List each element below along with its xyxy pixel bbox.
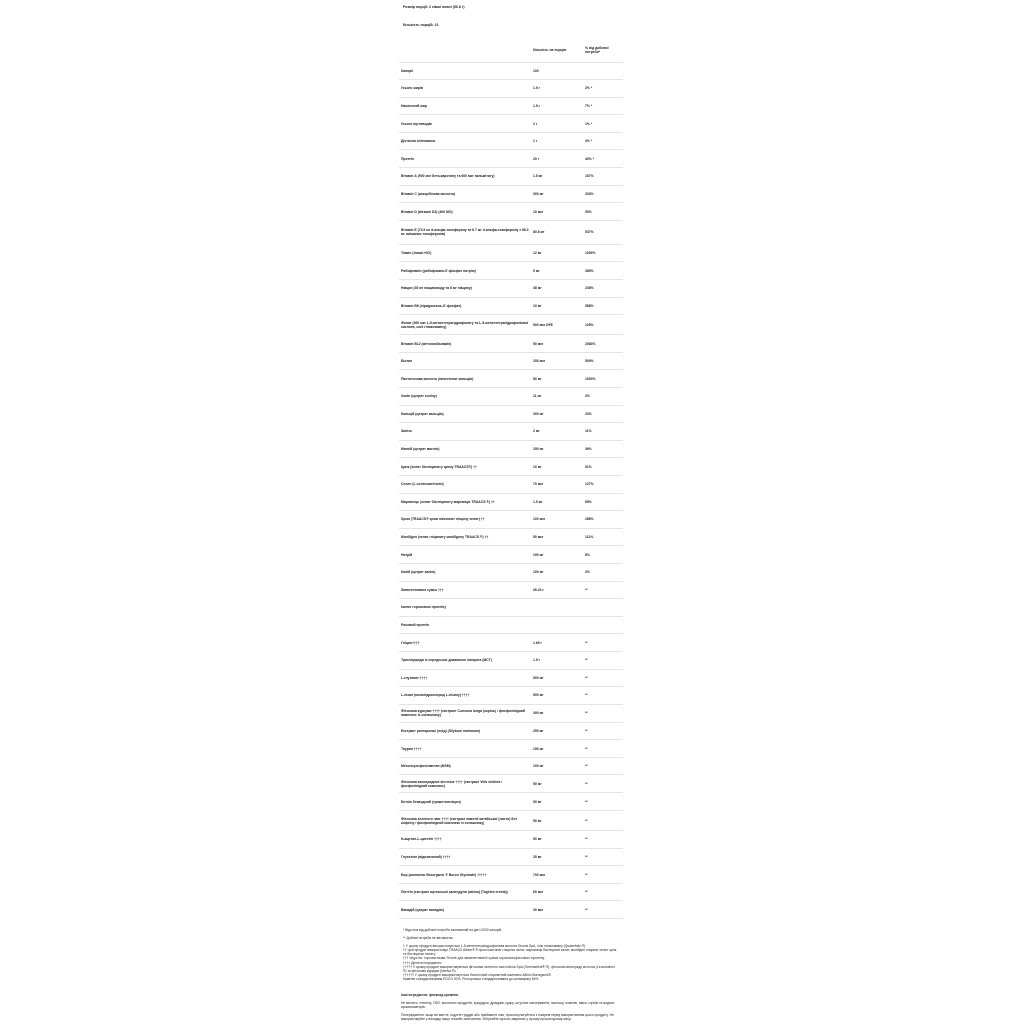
table-row: [399, 97, 623, 115]
row-name: Запатентована суміш †††: [399, 581, 531, 599]
footnote: ††††† У цьому продукті використовуються фітосоми зеленого чаю Indena SpA (Greenselect® ®), фітосоми винограду кісточок (Leucoselect ®) та фітосоми куркуми (Meriva ®).: [403, 964, 615, 973]
table-row: [399, 687, 623, 705]
table-row: [399, 423, 623, 441]
supplement-facts-table: [399, 38, 623, 919]
table-row: [399, 150, 623, 168]
footnote: †††† Дієтичні інгредієнти.: [403, 960, 443, 965]
row-amount: 70 мкг: [531, 475, 583, 493]
table-row: [399, 599, 623, 617]
header-name: [399, 38, 531, 62]
row-name: Бетаїн безводний (триметилгліцин): [399, 793, 531, 811]
table-row: [399, 475, 623, 493]
row-name: Гліцин††††: [399, 634, 531, 652]
row-amount: 500 мг: [531, 687, 583, 705]
row-dv: 500%: [583, 352, 623, 370]
table-row: [399, 511, 623, 529]
row-name: Лютеїн (екстракт ацтекської календули (квітка) (Tagetes erecta)): [399, 883, 531, 901]
row-amount: 10 мг: [531, 297, 583, 315]
table-row: [399, 616, 623, 634]
servings-per-container: Кількість порцій: 21: [403, 23, 439, 27]
table-row: [399, 168, 623, 186]
row-amount: 80.6 мг: [531, 220, 583, 244]
table-row: [399, 811, 623, 831]
table-row: [399, 132, 623, 150]
row-amount: 60 мкг: [531, 883, 583, 901]
row-amount: 50 мг: [531, 775, 583, 793]
row-amount: 150 мг: [531, 740, 583, 758]
row-amount: 400 мг: [531, 704, 583, 722]
table-row: [399, 740, 623, 758]
row-dv: **: [583, 901, 623, 919]
row-dv: 238%: [583, 280, 623, 298]
table-row: [399, 244, 623, 262]
row-name: Ніацин (30 мг ніацинаміду та 8 мг ніацину): [399, 280, 531, 298]
table-row: [399, 866, 623, 884]
table-row: [399, 185, 623, 203]
row-name: Холін (цитрат холіну): [399, 388, 531, 406]
table-row: [399, 848, 623, 866]
row-amount: 100: [531, 62, 583, 80]
row-dv: 3% *: [583, 132, 623, 150]
table-row: [399, 388, 623, 406]
row-amount: 1.5 г: [531, 80, 583, 98]
row-amount: 10 мкг: [531, 203, 583, 221]
table-row: [399, 315, 623, 335]
row-amount: 26.24 г: [531, 581, 583, 599]
row-name: Фітосома куркуми †††† (екстракт Curcuma longa (корінь) / фосфоліпідний комплекс із соняшнику): [399, 704, 531, 722]
ingredients-paragraph: Не містить: глютену, ГМО, молочних продуктів, кукурудзи, дріжджів, цукру, штучних консервантів, пшениці, ячменю, вівса, горіхів та жодних ароматизаторів.: [401, 1001, 615, 1010]
row-amount: 50 мкг: [531, 335, 583, 353]
row-name: Марганець (хелат бісгліцинату марганцю TRAACS ®) ††: [399, 493, 531, 511]
table-row: [399, 352, 623, 370]
row-dv: **: [583, 581, 623, 599]
row-dv: **: [583, 883, 623, 901]
row-dv: 2% *: [583, 80, 623, 98]
table-row: [399, 203, 623, 221]
table-row: [399, 370, 623, 388]
row-dv: **: [583, 811, 623, 831]
row-dv: 1% *: [583, 115, 623, 133]
row-name: Біотин: [399, 352, 531, 370]
row-dv: 588%: [583, 297, 623, 315]
row-amount: 100 мг: [531, 563, 583, 581]
row-dv: **: [583, 722, 623, 740]
row-dv: 11%: [583, 423, 623, 441]
row-name: Селен (L-селенометіонін): [399, 475, 531, 493]
row-amount: 100 мг: [531, 757, 583, 775]
row-dv: **: [583, 740, 623, 758]
row-dv: 167%: [583, 168, 623, 186]
ingredients-paragraph: Попередження: якщо ви вагітні, годуєте груддю або приймаєте ліки, проконсультуйтеся з лікарем перед використанням цього продукту. Не використовуйте у випадку, якщо пломба запечатана. Зберігайте щільно закритим у сухому прохолодному місці.: [401, 1013, 614, 1022]
row-name: Таурин ††††: [399, 740, 531, 758]
table-row: [399, 546, 623, 564]
row-amount: 5 мг: [531, 262, 583, 280]
row-dv: 286%: [583, 511, 623, 529]
row-dv: 91%: [583, 458, 623, 476]
row-amount: 500 мг: [531, 669, 583, 687]
table-row: [399, 722, 623, 740]
row-amount: 300 мг: [531, 405, 583, 423]
table-row: [399, 563, 623, 581]
table-row: [399, 493, 623, 511]
row-dv: 125%: [583, 315, 623, 335]
row-name: Калій (цитрат калію): [399, 563, 531, 581]
row-name: Вітамін А (900 мкг бета-каротину та 600 мкг пальмітату): [399, 168, 531, 186]
row-name: Вітамін С (аскорбінова кислота): [399, 185, 531, 203]
row-amount: 30 мкг: [531, 901, 583, 919]
row-amount: 150 мкг: [531, 352, 583, 370]
row-name: Вітамін D (вітамін D3) (400 МО): [399, 203, 531, 221]
row-dv: 23%: [583, 405, 623, 423]
table-row: [399, 262, 623, 280]
table-row: [399, 280, 623, 298]
row-amount: [531, 616, 583, 634]
table-row: [399, 335, 623, 353]
row-name: Дієтична клітковина: [399, 132, 531, 150]
row-name: Кальцій (цитрат кальцію): [399, 405, 531, 423]
row-amount: 25 мг: [531, 848, 583, 866]
row-amount: 20 г: [531, 150, 583, 168]
row-dv: [583, 616, 623, 634]
table-row: [399, 62, 623, 80]
row-dv: **: [583, 687, 623, 705]
row-amount: 50 мг: [531, 811, 583, 831]
row-amount: 1.65 г: [531, 634, 583, 652]
table-row: [399, 757, 623, 775]
row-name: Цинк (хелат бісгліцинату цинку TRAACS®) ††: [399, 458, 531, 476]
row-amount: 1.5 г: [531, 97, 583, 115]
row-name: Натрій: [399, 546, 531, 564]
table-row: [399, 651, 623, 669]
row-dv: 127%: [583, 475, 623, 493]
footnotes: [403, 928, 619, 981]
row-name: Хром (TRAACS® хром нікотинат гліцину хелат) ††: [399, 511, 531, 529]
table-row: [399, 831, 623, 849]
row-amount: 50 мг: [531, 370, 583, 388]
footnote: ††† Vega.Inc. торгова назва Thorne для запатентованої суміші горохового/рисового протеїну.: [403, 956, 545, 961]
row-dv: **: [583, 866, 623, 884]
row-dv: **: [583, 651, 623, 669]
row-name: Фітосома зеленого чаю †††† (екстракт камелії китайської (листя) без кофеїну / фосфоліпідний комплекс із соняшнику): [399, 811, 531, 831]
table-row: [399, 220, 623, 244]
row-amount: 12 мг: [531, 244, 583, 262]
row-name: Тригліцериди із середньою довжиною ланцюга (МСТ): [399, 651, 531, 669]
table-row: [399, 440, 623, 458]
row-dv: 40% *: [583, 150, 623, 168]
table-row: [399, 405, 623, 423]
row-dv: [583, 62, 623, 80]
footnote: Камелія стандартизована EGCG 40%. Розторопша стандартизована до силімарину 65%: [403, 976, 539, 981]
footnote: †† Цей продукт використовує TRAACS Albion® ® хром нікотинат гліцинат хелат, марганець бісгліцинат хелат, молібден гліцинат хелат, цинк та бісгліцинат хелату.: [403, 948, 617, 957]
row-amount: 1.5 г: [531, 651, 583, 669]
table-row: [399, 528, 623, 546]
row-dv: 36%: [583, 440, 623, 458]
row-amount: 190 мг: [531, 546, 583, 564]
table-row: [399, 458, 623, 476]
row-amount: 2 мг: [531, 423, 583, 441]
row-amount: 50 мкг: [531, 528, 583, 546]
row-name: L-лізин (моногідрохлорид L-лізину) ††††: [399, 687, 531, 705]
row-name: Магній (цитрат магнію): [399, 440, 531, 458]
row-dv: 2083%: [583, 335, 623, 353]
row-name: N-ацетил-L-цистеїн ††††: [399, 831, 531, 849]
footnote: * Відсоток від добової потреби заснований на дієті 2000 калорій.: [403, 928, 503, 932]
row-name: Насичений жир: [399, 97, 531, 115]
table-row: [399, 669, 623, 687]
row-amount: 300 мг: [531, 185, 583, 203]
row-name: Усього жирів: [399, 80, 531, 98]
row-name: Ізолят гороховою протеїну: [399, 599, 531, 617]
row-name: Рибофлавін (рибофлавін-5'-фосфат натрію): [399, 262, 531, 280]
row-dv: **: [583, 669, 623, 687]
row-name: Калорії: [399, 62, 531, 80]
serving-size: Розмір порції: 2 ківші повні (56.8 г): [403, 5, 465, 9]
row-name: Усього вуглеводів: [399, 115, 531, 133]
row-amount: 1.5 мг: [531, 168, 583, 186]
row-amount: 50 мг: [531, 831, 583, 849]
row-name: Фітосома виноградних кісточок †††† (екстракт Vitis vinifera / фосфоліпідний комплекс): [399, 775, 531, 793]
row-dv: 1000%: [583, 370, 623, 388]
row-dv: **: [583, 793, 623, 811]
row-amount: 38 мг: [531, 280, 583, 298]
row-dv: 65%: [583, 493, 623, 511]
table-row: [399, 775, 623, 793]
row-name: Тіамін (тіамін HCl): [399, 244, 531, 262]
row-amount: 500 мкг DFE: [531, 315, 583, 335]
row-dv: 50%: [583, 203, 623, 221]
footnote: † У цьому продукті використовується L-5-метилтетрагідрофолієва кислота Gnosis SpA, сіль глюкозаміну (Quatrefolic ®).: [403, 944, 587, 949]
row-name: Екстракт розторопші (плід) (Silybum marianum): [399, 722, 531, 740]
table-row: [399, 581, 623, 599]
row-dv: 2%: [583, 388, 623, 406]
row-dv: **: [583, 634, 623, 652]
row-dv: [583, 599, 623, 617]
row-dv: 333%: [583, 185, 623, 203]
row-dv: 1000%: [583, 244, 623, 262]
footnote: †††††† У цьому продукті використовується біологічний гліцинатний комплекс Albion Bororganic®.: [403, 972, 552, 977]
table-row: [399, 901, 623, 919]
table-row: [399, 115, 623, 133]
row-amount: 10 мг: [531, 458, 583, 476]
row-name: Бор (комплекс Bororganic ® Boron Glycinate) †††††: [399, 866, 531, 884]
row-dv: 385%: [583, 262, 623, 280]
header-dv: % від добової потреби*: [583, 38, 623, 62]
row-name: Пантотенова кислота (пантотенат кальцію): [399, 370, 531, 388]
table-row: [399, 883, 623, 901]
row-name: Залізо: [399, 423, 531, 441]
table-row: [399, 793, 623, 811]
row-dv: **: [583, 831, 623, 849]
table-row: [399, 704, 623, 722]
table-row: [399, 80, 623, 98]
row-name: Рисовий протеїн: [399, 616, 531, 634]
other-ingredients: [401, 993, 621, 1021]
row-dv: 111%: [583, 528, 623, 546]
row-amount: 11 мг: [531, 388, 583, 406]
row-amount: 1 г: [531, 132, 583, 150]
row-dv: 7% *: [583, 97, 623, 115]
row-name: Ванадій (цитрат ванадію): [399, 901, 531, 919]
row-dv: **: [583, 848, 623, 866]
row-amount: 150 мг: [531, 440, 583, 458]
row-amount: 250 мг: [531, 722, 583, 740]
row-dv: 2%: [583, 563, 623, 581]
row-amount: 50 мг: [531, 793, 583, 811]
row-name: L-глутамін ††††: [399, 669, 531, 687]
row-dv: 8%: [583, 546, 623, 564]
header-amount: Кількість на порцію: [531, 38, 583, 62]
row-name: Протеїн: [399, 150, 531, 168]
footnote: ** Добова потреба не визначена.: [403, 936, 454, 941]
row-name: Вітамін В6 (піридоксаль-5'-фосфат): [399, 297, 531, 315]
row-dv: **: [583, 704, 623, 722]
row-amount: [531, 599, 583, 617]
row-name: Фолат (300 мкг L-5-метилтетрагідрофолату та L-5-метилтетрагідрофолієвої кислоти, солі глюкозаміну): [399, 315, 531, 335]
row-amount: 100 мкг: [531, 511, 583, 529]
row-amount: 2 г: [531, 115, 583, 133]
row-amount: 700 мкг: [531, 866, 583, 884]
table-row: [399, 634, 623, 652]
row-name: Глутатіон (відновлений) ††††: [399, 848, 531, 866]
row-name: Молібден (хелат гліцинату молібдену TRAACS ®) ††: [399, 528, 531, 546]
row-amount: 1.5 мг: [531, 493, 583, 511]
row-dv: **: [583, 757, 623, 775]
row-name: Вітамін Е (73.9 мг d-альфа-токоферолу та 6.7 мг d-альфа-токоферилу з 98.3 мг змішаних токоферолів): [399, 220, 531, 244]
other-ingredients-title: Інші інгредієнти: флексид кремнію.: [401, 993, 459, 997]
row-dv: **: [583, 775, 623, 793]
table-header-row: [399, 38, 623, 62]
row-name: Вітамін В12 (метилкобаламін): [399, 335, 531, 353]
row-name: Метилсульфонілметан (MSM): [399, 757, 531, 775]
row-dv: 537%: [583, 220, 623, 244]
table-row: [399, 297, 623, 315]
